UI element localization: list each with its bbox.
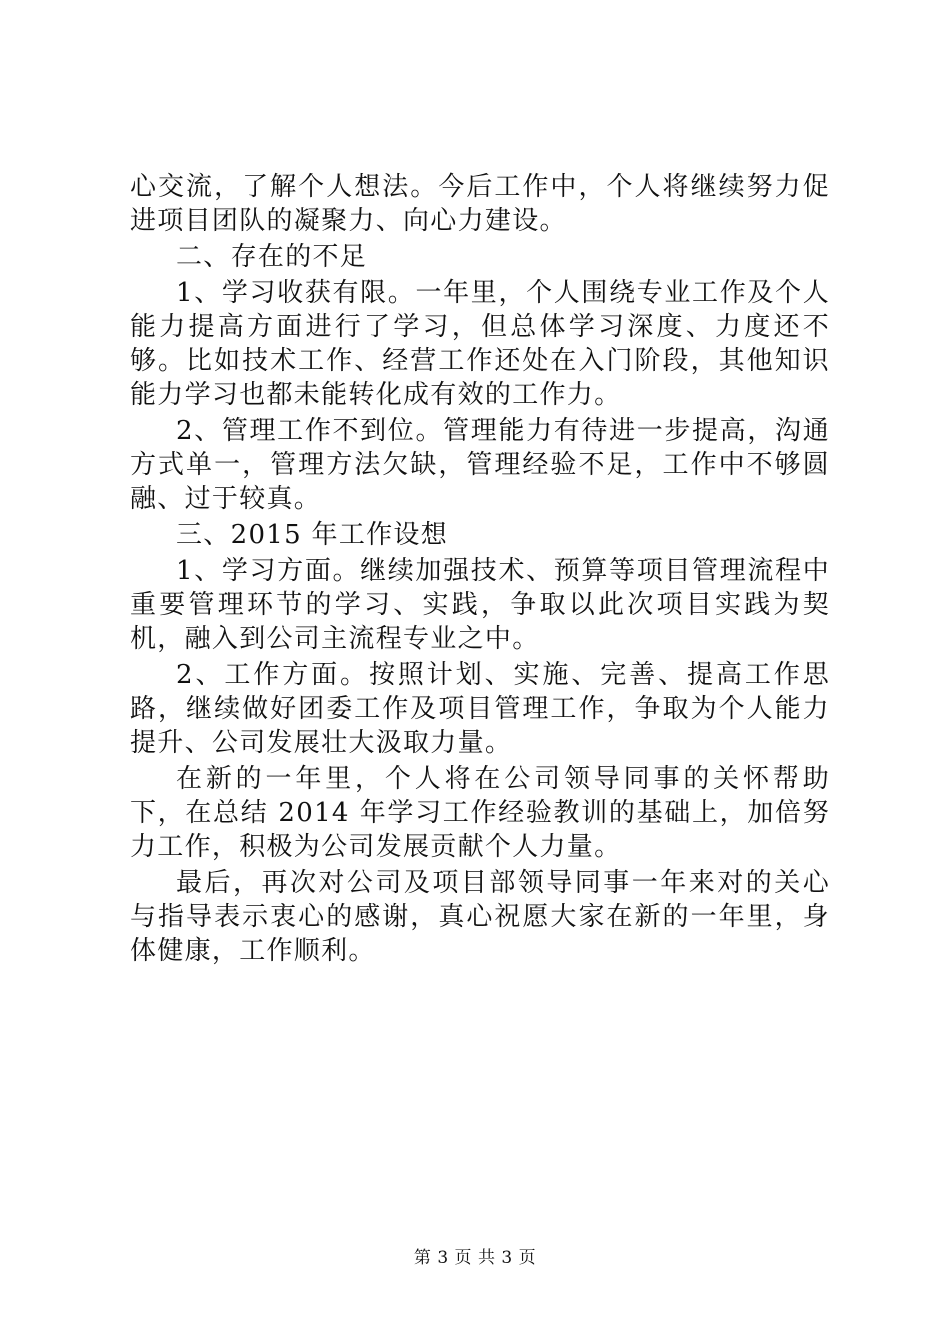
paragraph-learning-plan: 1、学习方面。继续加强技术、预算等项目管理流程中重要管理环节的学习、实践，争取以此次项目实践为契机，融入到公司主流程专业之中。 [130, 556, 830, 654]
document-body [130, 170, 830, 970]
paragraph-closing-thanks: 最后，再次对公司及项目部领导同事一年来对的关心与指导表示衷心的感谢，真心祝愿大家在新的一年里，身体健康，工作顺利。 [130, 868, 830, 966]
paragraph-new-year: 在新的一年里，个人将在公司领导同事的关怀帮助下，在总结 2014 年学习工作经验教训的基础上，加倍努力工作，积极为公司发展贡献个人力量。 [130, 764, 830, 862]
paragraph-continuation: 心交流，了解个人想法。今后工作中，个人将继续努力促进项目团队的凝聚力、向心力建设。 [130, 172, 830, 236]
page-number-footer: 第 3 页 共 3 页 [413, 1248, 537, 1268]
paragraph-learning-gains: 1、学习收获有限。一年里，个人围绕专业工作及个人能力提高方面进行了学习，但总体学习深度、力度还不够。比如技术工作、经营工作还处在入门阶段，其他知识能力学习也都未能转化成有效的工作力。 [130, 278, 830, 410]
paragraph-management-work: 2、管理工作不到位。管理能力有待进一步提高，沟通方式单一，管理方法欠缺，管理经验不足，工作中不够圆融、过于较真。 [130, 416, 830, 514]
section-heading-shortcomings: 二、存在的不足 [176, 242, 368, 272]
section-heading-2015-plan: 三、2015 年工作设想 [176, 520, 449, 550]
paragraph-work-plan: 2、工作方面。按照计划、实施、完善、提高工作思路，继续做好团委工作及项目管理工作，争取为个人能力提升、公司发展壮大汲取力量。 [130, 660, 830, 758]
